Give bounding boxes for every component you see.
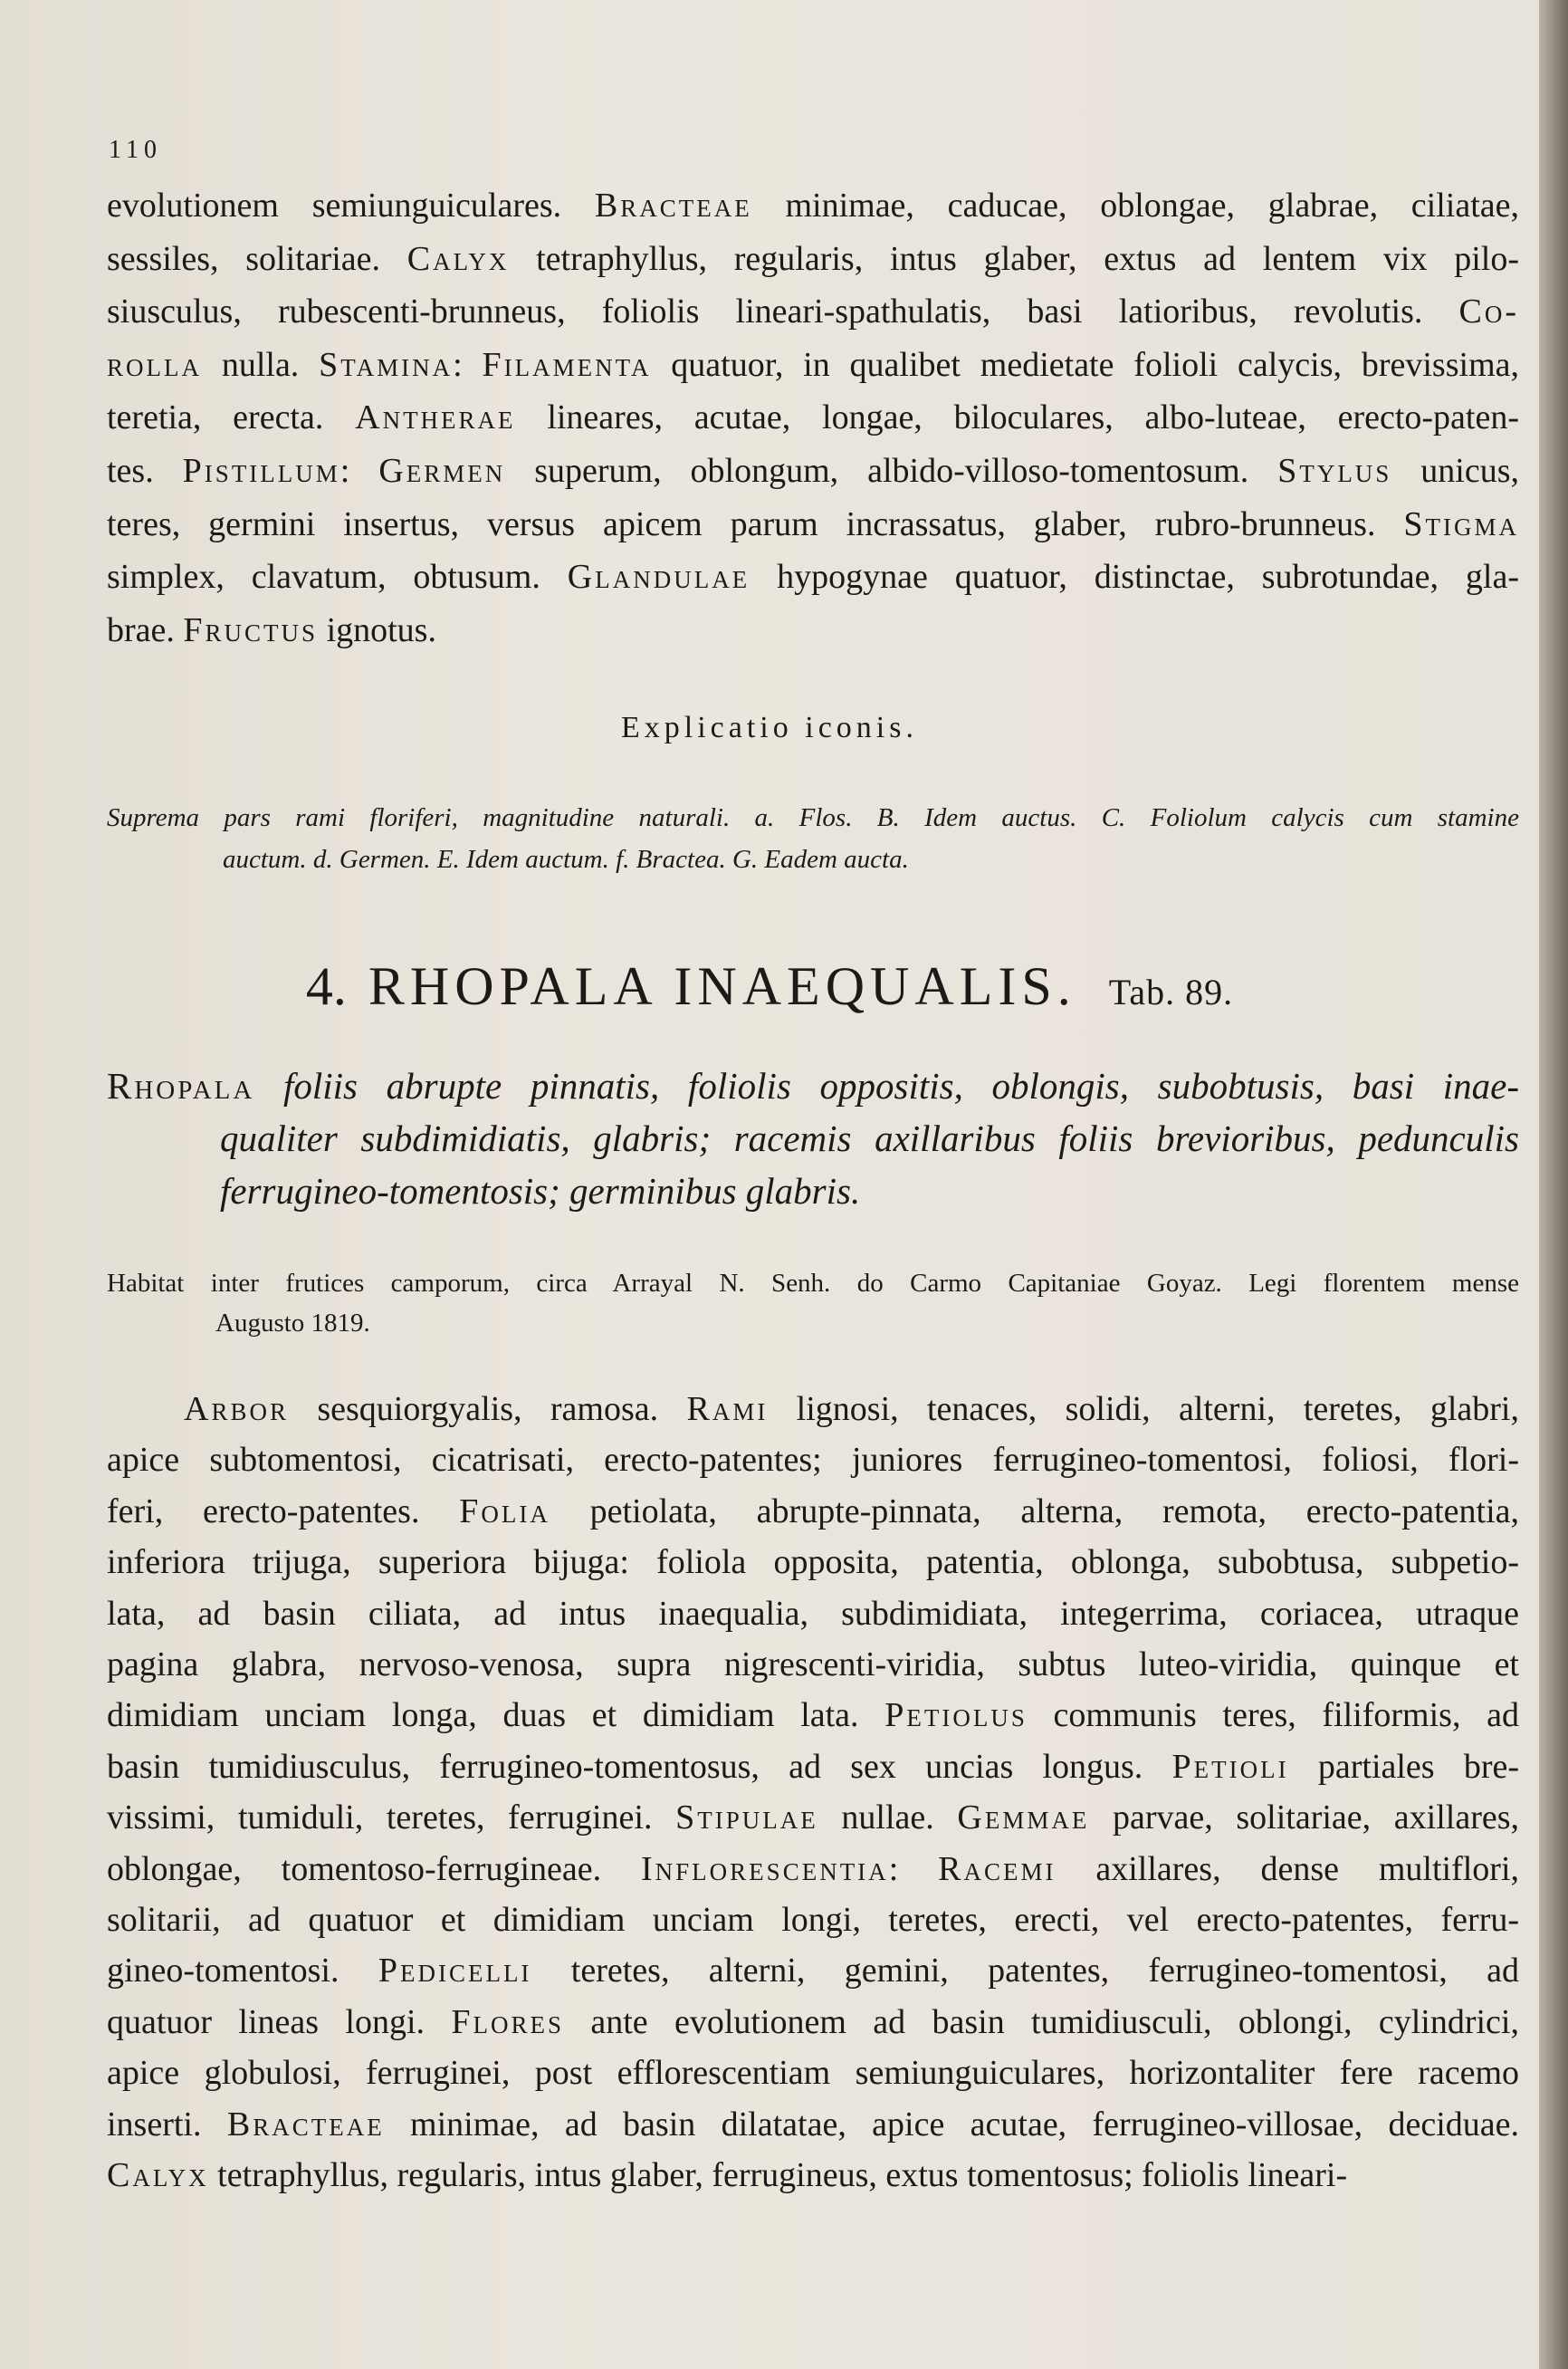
text-run: tetraphyllus, regularis, intus glaber, ferrugineus, extus tomentosus; foliolis lineari- bbox=[208, 2156, 1348, 2195]
text-run: nulla. bbox=[202, 345, 320, 384]
text-line bbox=[107, 1639, 1519, 1690]
text-run: dimidiam unciam longa, duas et dimidiam lata. bbox=[107, 1696, 885, 1735]
plate-reference: Tab. 89. bbox=[1108, 972, 1234, 1012]
text-run: minimae, ad basin dilatatae, apice acutae, ferrugineo-villosae, deciduae. bbox=[384, 2105, 1520, 2144]
text-run: parvae, solitariae, axillares, bbox=[1089, 1798, 1519, 1837]
small-caps-term: Co- bbox=[1458, 293, 1519, 331]
text-run: brae. bbox=[107, 610, 184, 649]
text-line bbox=[107, 2150, 1519, 2201]
small-caps-term: Bracteae bbox=[594, 187, 752, 225]
text-run: quatuor, in qualibet medietate folioli calycis, brevissima, bbox=[651, 345, 1519, 384]
text-run: teretia, erecta. bbox=[107, 398, 356, 437]
text-run: gineo-tomentosi. bbox=[107, 1952, 378, 1990]
text-run: partiales bre- bbox=[1288, 1747, 1519, 1786]
small-caps-term: Stylus bbox=[1277, 451, 1392, 490]
text-line bbox=[107, 1894, 1519, 1945]
text-run: pagina glabra, nervoso-venosa, supra nigrescenti-viridia, subtus luteo-viridia, quinque et bbox=[107, 1645, 1519, 1684]
text-run: teres, germini insertus, versus apicem parum incrassatus, glaber, rubro-brunneus. bbox=[107, 504, 1404, 543]
text-run: inserti. bbox=[107, 2105, 227, 2144]
text-run: minimae, caducae, oblongae, glabrae, ciliatae, bbox=[751, 187, 1520, 225]
text-run: evolutionem semiunguiculares. bbox=[107, 187, 595, 225]
small-caps-term: Pistillum bbox=[182, 451, 340, 490]
text-line bbox=[107, 1384, 1519, 1434]
text-line bbox=[107, 445, 1519, 498]
explicatio-title: Explicatio iconis. bbox=[621, 711, 918, 744]
small-caps-term: Inflorescentia bbox=[641, 1849, 889, 1888]
text-line bbox=[107, 1690, 1519, 1741]
text-line bbox=[107, 1434, 1519, 1485]
text-run: lineares, acutae, longae, biloculares, albo-luteae, erecto-paten- bbox=[515, 398, 1519, 437]
text-run: tes. bbox=[107, 451, 183, 490]
text-run: inferiora trijuga, superiora bijuga: foliola opposita, patentia, oblonga, subobtusa, subpetio- bbox=[107, 1543, 1519, 1582]
text-run: vissimi, tumiduli, teretes, ferruginei. bbox=[107, 1798, 676, 1837]
text-run: unicus, bbox=[1391, 451, 1519, 490]
text-line bbox=[107, 233, 1519, 286]
text-run: : bbox=[453, 345, 483, 384]
diagnosis-line: ferrugineo-tomentosis; germinibus glabris. bbox=[220, 1170, 861, 1212]
text-run: ante evolutionem ad basin tumidiusculi, oblongi, cylindrici, bbox=[564, 2002, 1519, 2041]
text-run: tetraphyllus, regularis, intus glaber, extus ad lentem vix pilo- bbox=[509, 239, 1519, 278]
text-run: apice subtomentosi, cicatrisati, erecto-patentes; juniores ferrugineo-tomentosi, foliosi, flori- bbox=[107, 1441, 1519, 1480]
small-caps-term: rolla bbox=[107, 345, 202, 384]
text-line bbox=[107, 1588, 1519, 1639]
small-caps-term: Folia bbox=[459, 1491, 550, 1530]
habitat-line: Habitat inter frutices camporum, circa Arrayal N. Senh. do Carmo Capitaniae Goyaz. Legi florentem mense bbox=[107, 1269, 1519, 1298]
text-run: feri, erecto-patentes. bbox=[107, 1491, 460, 1530]
text-run: petiolata, abrupte-pinnata, alterna, remota, erecto-patentia, bbox=[550, 1491, 1519, 1530]
small-caps-term: Fructus bbox=[183, 610, 319, 649]
text-run: simplex, clavatum, obtusum. bbox=[107, 558, 568, 597]
small-caps-term: Stipulae bbox=[675, 1798, 818, 1837]
description-continuation bbox=[107, 179, 1519, 657]
small-caps-term: Calyx bbox=[107, 2156, 209, 2195]
diagnosis bbox=[107, 1060, 1519, 1217]
small-caps-term: Antherae bbox=[355, 398, 516, 437]
text-line bbox=[107, 1792, 1519, 1843]
text-run: apice globulosi, ferruginei, post efflorescentiam semiunguiculares, horizontaliter fere racemo bbox=[107, 2054, 1519, 2093]
caption-line: auctum. d. Germen. E. Idem auctum. f. Bractea. G. Eadem aucta. bbox=[223, 845, 909, 874]
text-run: ignotus. bbox=[318, 610, 436, 649]
small-caps-term: Calyx bbox=[406, 239, 510, 278]
habitat bbox=[107, 1263, 1519, 1343]
text-line bbox=[107, 2099, 1519, 2150]
text-line bbox=[107, 1486, 1519, 1537]
text-run: superum, oblongum, albido-villoso-tomentosum. bbox=[505, 451, 1278, 490]
text-run: nullae. bbox=[817, 1798, 958, 1837]
small-caps-term: Rami bbox=[686, 1390, 769, 1428]
small-caps-term: Glandulae bbox=[567, 558, 751, 597]
text-line bbox=[107, 285, 1519, 339]
text-line bbox=[107, 551, 1519, 604]
text-line bbox=[107, 1844, 1519, 1894]
text-line bbox=[107, 1945, 1519, 1996]
text-run: hypogynae quatuor, distinctae, subrotundae, gla- bbox=[750, 558, 1519, 597]
page-edge bbox=[1539, 0, 1568, 2369]
text-run: oblongae, tomentoso-ferrugineae. bbox=[107, 1849, 642, 1888]
text-run: lata, ad basin ciliata, ad intus inaequalia, subdimidiata, integerrima, coriacea, utraque bbox=[107, 1594, 1519, 1633]
species-number: 4. bbox=[305, 956, 347, 1016]
figure-caption bbox=[107, 797, 1519, 880]
habitat-line: Augusto 1819. bbox=[215, 1309, 370, 1338]
small-caps-term: Gemmae bbox=[957, 1798, 1090, 1837]
small-caps-term: Filamenta bbox=[482, 345, 652, 384]
text-line bbox=[107, 498, 1519, 551]
text-line bbox=[107, 391, 1519, 445]
diagnosis-line: qualiter subdimidiatis, glabris; racemis axillaribus foliis brevioribus, pedunculis bbox=[220, 1117, 1519, 1159]
small-caps-term: Racemi bbox=[938, 1849, 1056, 1888]
caption-line: Suprema pars rami floriferi, magnitudine naturali. a. Flos. B. Idem auctus. C. Foliolum calycis cum stamine bbox=[107, 803, 1519, 832]
small-caps-term: Stigma bbox=[1403, 504, 1519, 543]
text-run: : bbox=[339, 451, 379, 490]
text-run: solitarii, ad quatuor et dimidiam unciam longi, teretes, erecti, vel erecto-patentes, ferru- bbox=[107, 1901, 1519, 1940]
species-name: RHOPALA INAEQUALIS. bbox=[368, 956, 1076, 1016]
text-run: teretes, alterni, gemini, patentes, ferrugineo-tomentosi, ad bbox=[531, 1952, 1519, 1990]
species-description bbox=[107, 1384, 1519, 2201]
text-line bbox=[107, 2048, 1519, 2098]
text-line bbox=[107, 1741, 1519, 1792]
species-heading bbox=[0, 955, 1539, 1018]
diagnosis-line bbox=[107, 1060, 1519, 1112]
text-line bbox=[107, 1997, 1519, 2048]
diagnosis-text: foliis abrupte pinnatis, foliolis oppositis, oblongis, subobtusis, basi inae- bbox=[282, 1065, 1519, 1107]
small-caps-term: Bracteae bbox=[226, 2105, 385, 2144]
text-run: quatuor lineas longi. bbox=[107, 2002, 452, 2041]
text-run: lignosi, tenaces, solidi, alterni, teretes, glabri, bbox=[768, 1390, 1519, 1428]
small-caps-term: Petioli bbox=[1171, 1747, 1289, 1786]
text-run: basin tumidiusculus, ferrugineo-tomentosus, ad sex uncias longus. bbox=[107, 1747, 1172, 1786]
text-run: sesquiorgyalis, ramosa. bbox=[288, 1390, 687, 1428]
page-number: 110 bbox=[109, 136, 162, 164]
genus-name: Rhopala bbox=[107, 1065, 255, 1107]
small-caps-term: Pedicelli bbox=[378, 1952, 532, 1990]
text-line bbox=[107, 1537, 1519, 1587]
small-caps-term: Petiolus bbox=[884, 1696, 1028, 1735]
text-line bbox=[107, 179, 1519, 233]
small-caps-term: Arbor bbox=[184, 1390, 289, 1428]
text-run: : bbox=[888, 1849, 939, 1888]
text-run: siusculus, rubescenti-brunneus, foliolis lineari-spathulatis, basi latioribus, revolutis. bbox=[107, 293, 1459, 331]
small-caps-term: Flores bbox=[451, 2002, 565, 2041]
text-run: sessiles, solitariae. bbox=[107, 239, 407, 278]
text-run: axillares, dense multiflori, bbox=[1056, 1849, 1519, 1888]
small-caps-term: Stamina bbox=[319, 345, 454, 384]
text-run: communis teres, filiformis, ad bbox=[1027, 1696, 1519, 1735]
small-caps-term: Germen bbox=[378, 451, 506, 490]
text-line bbox=[107, 339, 1519, 392]
text-line bbox=[107, 604, 1519, 657]
